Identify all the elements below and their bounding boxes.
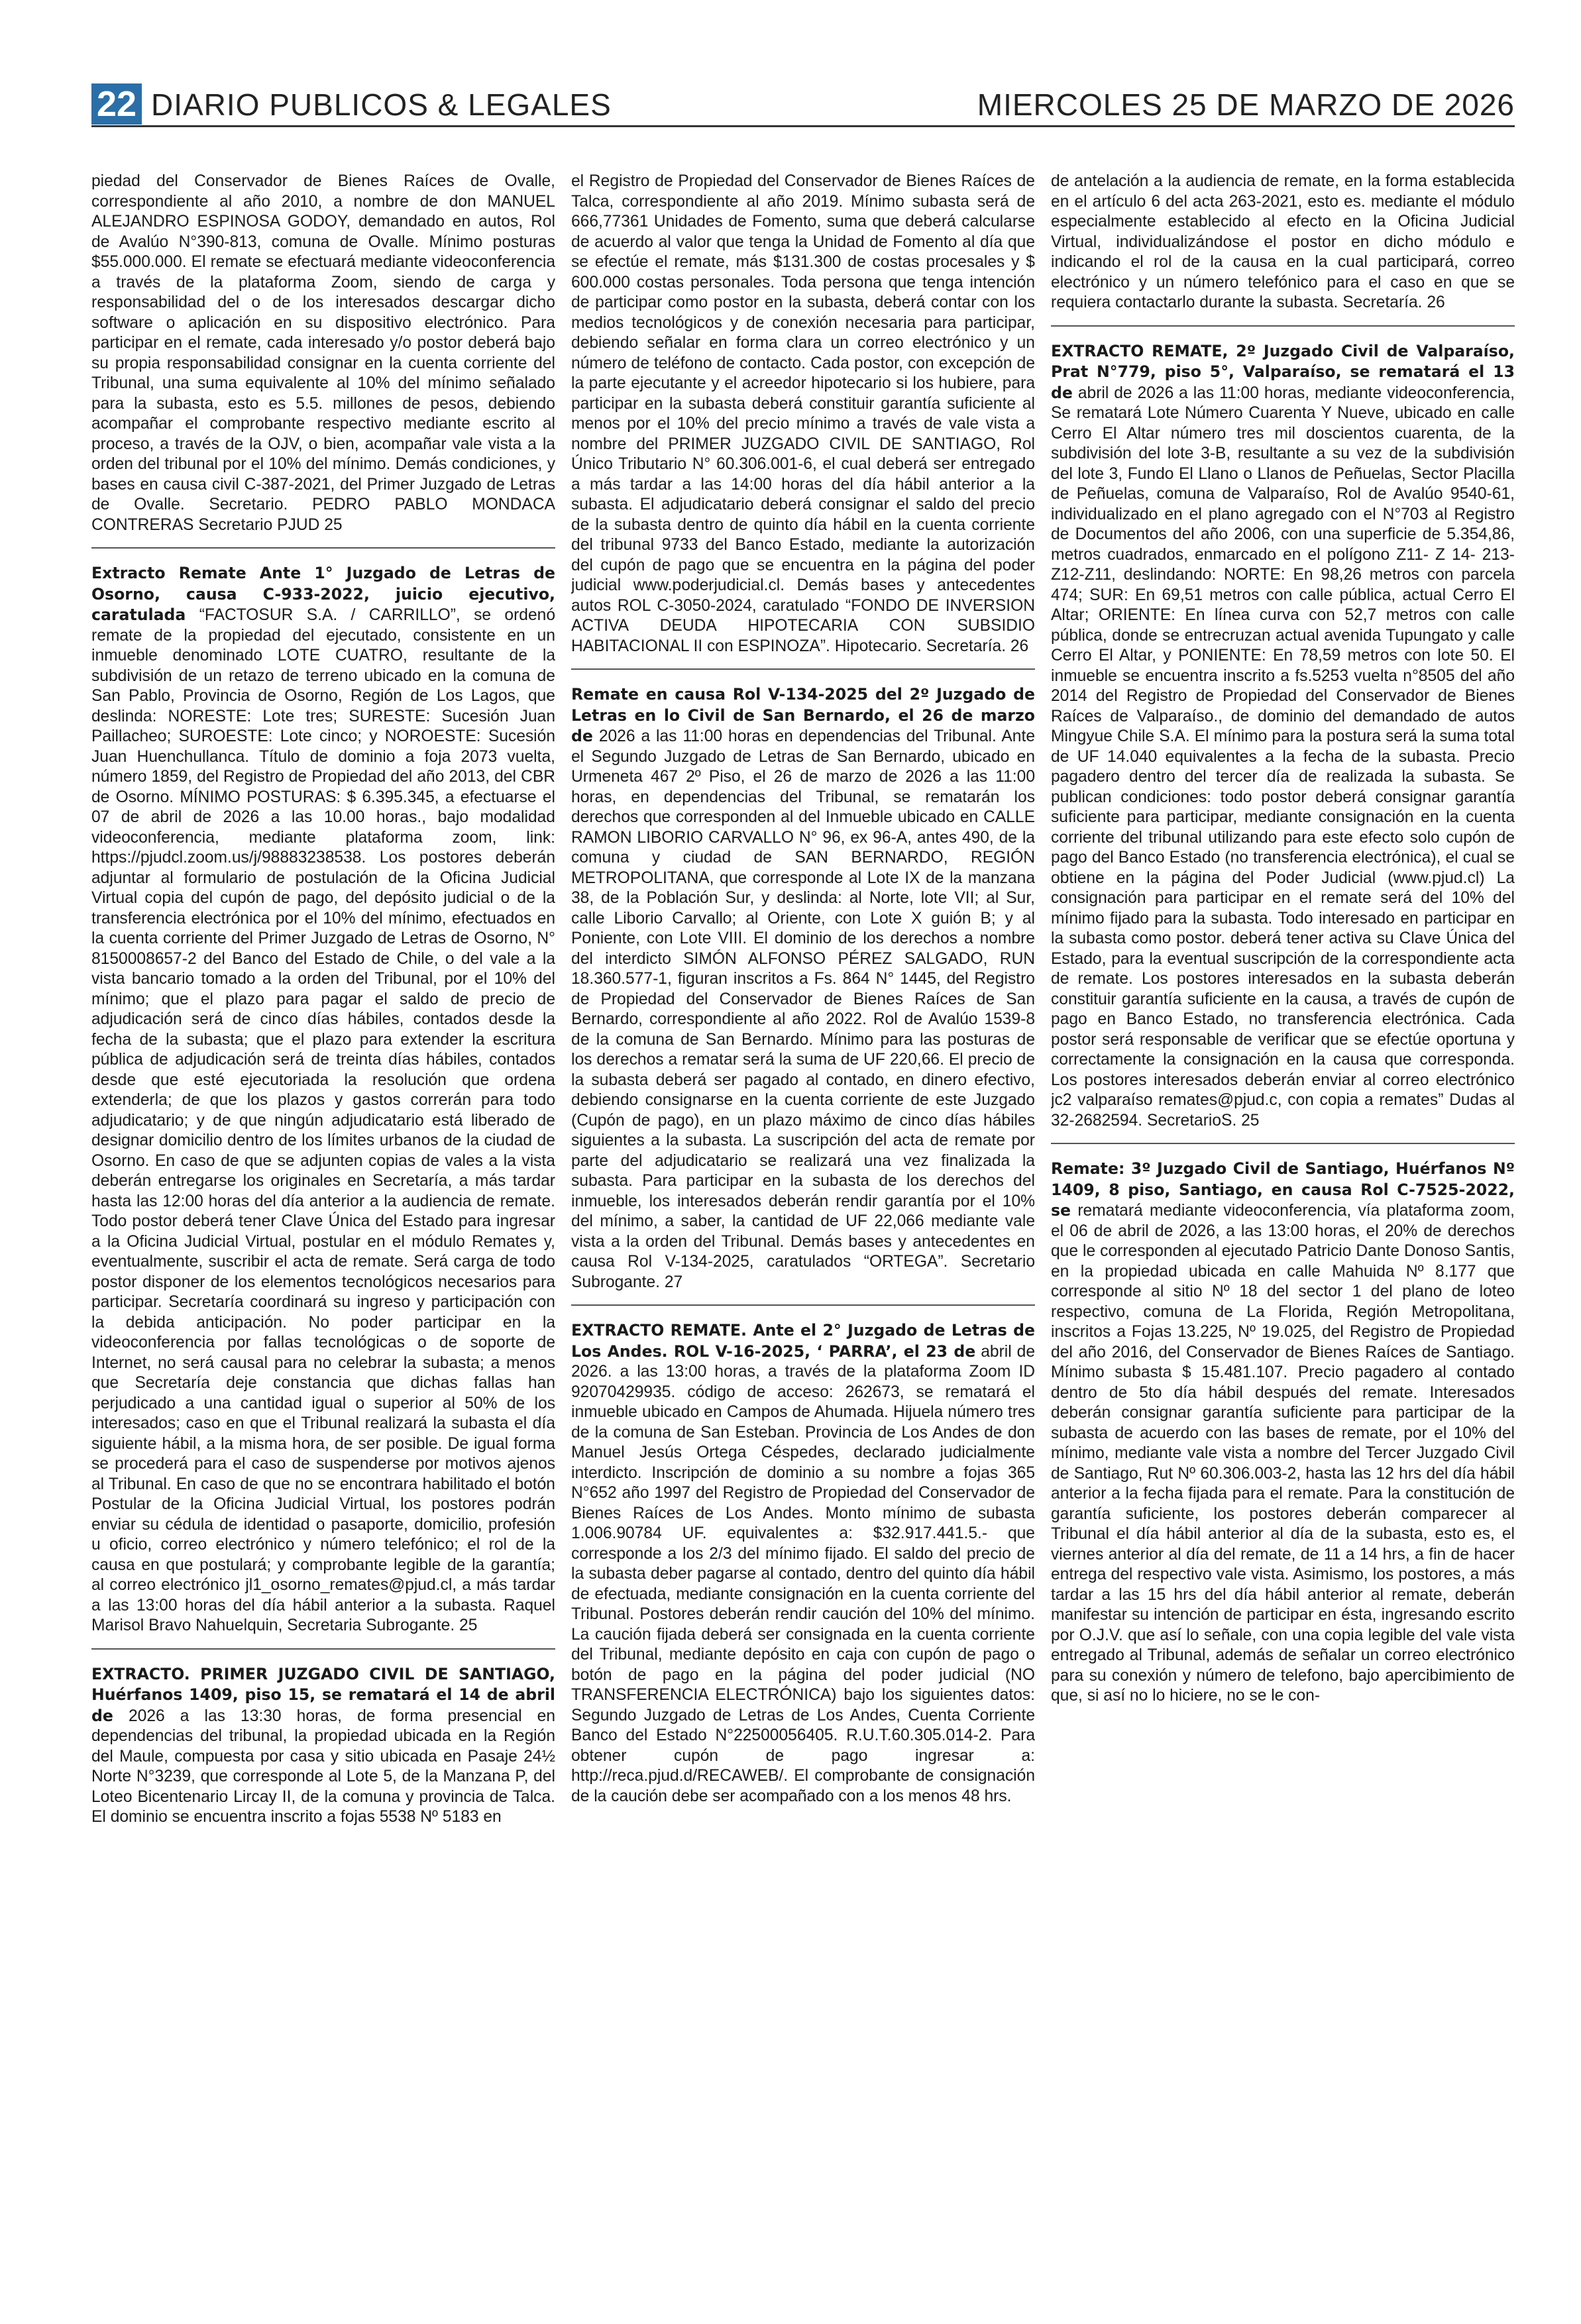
issue-date: MIERCOLES 25 DE MARZO DE 2026 [977, 87, 1515, 122]
legal-notice [1051, 171, 1515, 313]
notice-lead: Remate en causa Rol V-134-2025 del 2º Juzgado de Letras en lo Civil de San Bernardo, el 26 de marzo de [571, 685, 1035, 745]
notice-body: piedad del Conservador de Bienes Raíces de Ovalle, correspondiente al año 2010, a nombre de don MANUEL ALEJANDRO ESPINOSA GODOY, demandado en autos, Rol de Avalúo N°390-813, comuna de Ovalle. Mínimo posturas $55.000.000. El remate se efectuará mediante videoconferencia a través de la plataforma Zoom, siendo de carga y responsabilidad del o de los interesados descargar dicho software o aplicación en su dispositivo electrónico. Para participar en el remate, cada interesado y/o postor deberá bajo su propia responsabilidad consignar en la cuenta corriente del Tribunal, una suma equivalente al 10% del mínimo señalado para la subasta, esto es 5.5. millones de pesos, debiendo acompañar el comprobante respectivo mediante escrito al proceso, a través de la OJV, o bien, acompañar vale vista a la orden del tribunal por el 10% del mínimo. Demás condiciones, y bases en causa civil C-387-2021, del Primer Juzgado de Letras de Ovalle. Secretario. PEDRO PABLO MONDACA CONTRERAS Secretario PJUD 25 [91, 172, 555, 534]
notice-body: el Registro de Propiedad del Conservador de Bienes Raíces de Talca, correspondiente al año 2019. Mínimo subasta será de 666,77361 Unidades de Fomento, suma que deberá calcularse de acuerdo al valor que tenga la Unidad de Fomento al día que se efectúe el remate, más $131.300 de costas procesales y $ 600.000 costas personales. Toda persona que tenga intención de participar como postor en la subasta, deberá contar con los medios tecnológicos y de conexión necesaria para participar, debiendo señalar en forma clara un correo electrónico y un número de teléfono de contacto. Cada postor, con excepción de la parte ejecutante y el acreedor hipotecario si los hubiere, para participar en la subasta deberá constituir garantía suficiente al menos por el 10% del precio mínimo a través de vale vista a nombre del PRIMER JUZGADO CIVIL DE SANTIAGO, Rol Único Tributario N° 60.306.001-6, el cual deberá ser entregado a más tardar a las 14:00 horas del día hábil anterior a la subasta. El adjudicatario deberá consignar el saldo del precio de la subasta dentro de quinto día hábil en la cuenta corriente del tribunal 9733 del Banco Estado, mediante la autorización del cupón de pago que se encuentra en la página del poder judicial www.poderjudicial.cl. Demás bases y antecedentes autos ROL C-3050-2024, caratulado “FONDO DE INVERSION ACTIVA DEUDA HIPOTECARIA CON SUBSIDIO HABITACIONAL II con ESPINOZA”. Hipotecario. Secretaría. 26 [571, 172, 1035, 655]
legal-notice [1051, 1143, 1515, 1707]
header-rule [91, 125, 1515, 127]
page-number: 22 [91, 83, 142, 125]
legal-notice [91, 171, 555, 535]
columns [91, 171, 1515, 2304]
legal-notice [571, 171, 1035, 657]
notice-body: 2026 a las 11:00 horas en dependencias del Tribunal. Ante el Segundo Juzgado de Letras de San Bernardo, ubicado en Urmeneta 467 2º Piso, el 26 de marzo de 2026 a las 11:00 horas, en dependencias del Tribunal, se rematarán los derechos que corresponden al del Inmueble ubicado en CALLE RAMON LIBORIO CARVALLO N° 96, ex 96-A, antes 490, de la comuna y ciudad de SAN BERNARDO, REGIÓN METROPOLITANA, que corresponde al Lote IX de la manzana 38, de la Población Sur, y deslinda: al Norte, lote VII; al Sur, calle Liborio Carvallo; al Oriente, con Lote X guión B; y al Poniente, con Lote VIII. El dominio de los derechos a nombre del interdicto SIMÓN ALFONSO PÉREZ SALGADO, RUN 18.360.577-1, figuran inscritos a Fs. 864 N° 1445, del Registro de Propiedad del Conservador de Bienes Raíces de San Bernardo, correspondiente al año 2022. Rol de Avalúo 1539-8 de la comuna de San Bernardo. Mínimo para las posturas de los derechos a rematar será la suma de UF 220,66. El precio de la subasta deberá ser pagado al contado, en dinero efectivo, debiendo consignarse en la cuenta corriente de este Juzgado (Cupón de pago), en un plazo máximo de cinco días hábiles siguientes a la subasta. La suscripción del acta de remate por parte del adjudicatario se realizará una vez finalizada la subasta. Para participar en la subasta de los derechos del inmueble, los interesados deberán rendir garantía por el 10% del mínimo, a saber, la cantidad de UF 22,066 mediante vale vista a la orden del Tribunal. Demás bases y antecedentes en causa Rol V-134-2025, caratulados “ORTEGA”. Secretario Subrogante. 27 [571, 727, 1035, 1291]
notice-body: rematará mediante videoconferencia, vía plataforma zoom, el 06 de abril de 2026, a las 13:00 horas, el 20% de derechos que le corresponden al ejecutado Patricio Dante Donoso Santis, en la propiedad ubicada en calle Mahuida Nº 8.177 que corresponde al sitio Nº 18 del sector 1 del plano de loteo respectivo, comuna de La Florida, Región Metropolitana, inscritos a Fojas 13.225, Nº 19.025, del Registro de Propiedad del año 2016, del Conservador de Bienes Raíces de Santiago. Mínimo subasta $ 15.481.107. Precio pagadero al contado dentro de 5to día hábil después del remate. Interesados deberán consignar garantía suficiente para participar de la subasta de acuerdo con las bases de remate, por el 10% del mínimo, mediante vale vista a nombre del Tercer Juzgado Civil de Santiago, Rut Nº 60.306.003-2, hasta las 12 hrs del día hábil anterior a la fecha fijada para el remate. Para la constitución de garantía suficiente, los postores deberán comparecer al Tribunal el día hábil anterior al día de la subasta, esto es, el viernes anterior al día del remate, de 11 a 14 hrs, a fin de hacer entrega del respectivo vale vista. Asimismo, los postores, a más tardar a las 15 hrs del día hábil anterior al remate, deberán manifestar su intención de participar en ésta, ingresando escrito por O.J.V. que así lo señale, con una copia legible del vale vista entregado al Tribunal, además de señalar un correo electrónico para su conexión y número de telefono, bajo apercibimiento de que, si así no lo hiciere, no se le con- [1051, 1202, 1515, 1705]
legal-notice [91, 1648, 555, 1828]
column-1 [91, 171, 555, 2304]
legal-notice [91, 547, 555, 1636]
column-2 [571, 171, 1035, 2304]
notice-body: “FACTOSUR S.A. / CARRILLO”, se ordenó remate de la propiedad del ejecutado, consistente en un inmueble denominado LOTE CUATRO, resultante de la subdivisión de un retazo de terreno ubicado en la comuna de San Pablo, Provincia de Osorno, Región de Los Lagos, que deslinda: NORESTE: Lote tres; SURESTE: Sucesión Juan Paillacheo; SUROESTE: Lote cinco; y NOROESTE: Sucesión Juan Huenchullanca. Título de dominio a foja 2073 vuelta, número 1859, del Registro de Propiedad del año 2013, del CBR de Osorno. MÍNIMO POSTURAS: $ 6.395.345, a efectuarse el 07 de abril de 2026 a las 10.00 horas., bajo modalidad videoconferencia, mediante plataforma zoom, link: https://pjudcl.zoom.us/j/98883238538. Los postores deberán adjuntar al formulario de postulación de la Oficina Judicial Virtual copia del cupón de pago, del depósito judicial o de la transferencia electrónica por el 10% del mínimo, efectuados en la cuenta corriente del Primer Juzgado de Letras de Osorno, N° 8150008657-2 del Banco del Estado de Chile, o del vale a la vista bancario tomado a la orden del Tribunal, por el 10% del mínimo; que el plazo para pagar el saldo de precio de adjudicación será de cinco días hábiles, contados desde la fecha de la subasta; que el plazo para extender la escritura pública de adjudicación será de treinta días hábiles, contados desde que esté ejecutoriada la resolución que ordena extenderla; de que los plazos y gastos correrán para todo adjudicatario; y de que ningún adjudicatario está liberado de designar domicilio dentro de los límites urbanos de la ciudad de Osorno. En caso de que se adjunten copias de vales a la vista deberán entregarse los originales en Secretaría, a más tardar hasta las 12:00 horas del día anterior a la audiencia de remate. Todo postor deberá tener Clave Única del Estado para ingresar a la Oficina Judicial Virtual, postular en el módulo Remates y, eventualmente, suscribir el acta de remate. Será carga de todo postor disponer de los elementos tecnológicos necesarios para participar. Secretaría coordinará su ingreso y participación con la debida anticipación. No poder participar en la videoconferencia por fallas tecnológicas o de soporte de Internet, no será causal para no celebrar la subasta; a menos que Secretaría deje constancia que dichas fallas han perjudicado a una cantidad igual o superior al 50% de los interesados; caso en que el Tribunal realizará la subasta el día siguiente hábil, a la misma hora, de ser posible. De igual forma se procederá para el caso de suspenderse por motivos ajenos al Tribunal. En caso de que no se encontrara habilitado el botón Postular de la Oficina Judicial Virtual, los postores podrán enviar su cédula de identidad o pasaporte, domicilio, profesión u oficio, correo electrónico y número telefónico; el rol de la causa en que postulará; y comprobante legible de la garantía; al correo electrónico jl1_osorno_remates@pjud.cl, a más tardar a las 13:00 horas del día hábil anterior a la subasta. Raquel Marisol Bravo Nahuelquin, Secretaria Subrogante. 25 [91, 606, 555, 1634]
notice-lead: Extracto Remate Ante 1° Juzgado de Letras de Osorno, causa C-933-2022, juicio ejecutivo, caratulada [91, 564, 555, 624]
notice-body: 2026 a las 13:30 horas, de forma presencial en dependencias del tribunal, la propiedad ubicada en la Región del Maule, compuesta por casa y sitio ubicada en Pasaje 24½ Norte N°3239, que corresponde al Lote 5, de la Manzana P, del Loteo Bicentenario Lircay II, de la comuna y provincia de Talca. El dominio se encuentra inscrito a fojas 5538 Nº 5183 en [91, 1707, 555, 1826]
notice-body: abril de 2026 a las 11:00 horas, mediante videoconferencia, Se rematará Lote Número Cuarenta Y Nueve, ubicado en calle Cerro El Altar número tres mil doscientos cuarenta, de la subdivisión del lote 3-B, resultante a su vez de la subdivisión del lote 3, Fundo El Llano o Llanos de Peñuelas, Sector Placilla de Peñuelas, comuna de Valparaíso, Rol de Avalúo 9540-61, individualizado en el plano agregado con el N°703 al Registro de Documentos del año 2006, con una superficie de 5.354,86, metros cuadrados, enmarcado en el polígono Z11- Z 14- 213- Z12-Z11, deslindando: NORTE: En 98,26 metros con parcela 474; SUR: En 69,51 metros con calle pública, actual Cerro El Altar; ORIENTE: En línea curva con 52,7 metros con calle pública, donde se entrecruzan actual avenida Tupungato y calle Cerro El Altar, y PONIENTE: En 78,59 metros con lote 50. El inmueble se encuentra inscrito a fs.5253 vuelta n°8505 del año 2014 del Registro de Propiedad del Conservador de Bienes Raíces de Valparaíso., de dominio del demandado de autos Mingyue Chile S.A. El mínimo para la postura será la suma total de UF 14.040 equivalentes a la fecha de la subasta. Precio pagadero dentro del tercer día de realizada la subasta. Se publican condiciones: todo postor deberá consignar garantía suficiente para participar, mediante consignación en la cuenta corriente del tribunal utilizando para este efecto solo cupón de pago del Banco Estado (no transferencia electrónica), el cual se obtiene en la página del Poder Judicial (www.pjud.cl) La consignación para participar en el remate será del 10% del mínimo fijado para la subasta. Todo interesado en participar en la subasta como postor. deberá tener activa su Clave Única del Estado, para la eventual suscripción de la correspondiente acta de remate. Los postores interesados en la subasta deberán constituir garantía suficiente en la causa, a través de cupón de pago en Banco Estado, no transferencia electrónica. Cada postor será responsable de verificar que se efectúe oportuna y correctamente la consignación en la causa que corresponda. Los postores interesados deberán enviar al correo electrónico jc2 valparaíso remates@pjud.c, con copia a remates” Dudas al 32-2682594. SecretarioS. 25 [1051, 384, 1515, 1130]
section-title: DIARIO PUBLICOS & LEGALES [151, 87, 612, 122]
notice-body: de antelación a la audiencia de remate, en la forma establecida en el artículo 6 del acta 263-2021, esto es. mediante el módulo especialmente establecido al efecto en la Oficina Judicial Virtual, individualizándose el postor en dicho módulo e indicando el rol de la causa en la cual participará, correo electrónico y un número telefónico para el caso en que se requiera contactarlo durante la subasta. Secretaría. 26 [1051, 172, 1515, 311]
notice-lead: EXTRACTO REMATE, 2º Juzgado Civil de Valparaíso, Prat N°779, piso 5°, Valparaíso, se rematará el 13 de [1051, 341, 1515, 402]
notice-lead: EXTRACTO REMATE. Ante el 2° Juzgado de Letras de Los Andes. ROL V-16-2025, ‘ PARRA’, el 23 de [571, 1321, 1035, 1361]
page-header [91, 82, 1515, 127]
notice-lead: EXTRACTO. PRIMER JUZGADO CIVIL DE SANTIAGO, Huérfanos 1409, piso 15, se rematará el 14 de abril de [91, 1664, 555, 1725]
legal-notice [1051, 325, 1515, 1132]
notice-body: abril de 2026. a las 13:00 horas, a través de la plataforma Zoom ID 92070429935. código de acceso: 262673, se rematará el inmueble ubicado en Campos de Ahumada. Hijuela número tres de la comuna de San Esteban. Provincia de Los Andes de don Manuel Jesús Ortega Céspedes, declarado judicialmente interdicto. Inscripción de dominio a su nombre a fojas 365 N°652 año 1997 del Registro de Propiedad del Conservador de Bienes Raíces de Los Andes. Monto mínimo de subasta 1.006.90784 UF. equivalentes a: $32.917.441.5.- que corresponde a los 2/3 del mínimo fijado. El saldo del precio de la subasta deber pagarse al contado, dentro del quinto día hábil de efectuada, mediante consignación en la cuenta corriente del Tribunal. Postores deberán rendir caución del 10% del mínimo. La caución fijada deberá ser consignada en la cuenta corriente del Tribunal, mediante depósito en caja con cupón de pago o botón de pago en la página del poder judicial (NO TRANSFERENCIA ELECTRÓNICA) bajo los siguientes datos: Segundo Juzgado de Letras de Los Andes, Cuenta Corriente Banco del Estado N°22500056405. R.U.T.60.305.014-2. Para obtener cupón de pago ingresar a: http://reca.pjud.d/RECAWEB/. El comprobante de consignación de la caución debe ser acompañado con a los menos 48 hrs. [571, 1342, 1035, 1805]
legal-notice [571, 1304, 1035, 1807]
legal-notice [571, 668, 1035, 1293]
notice-lead: Remate: 3º Juzgado Civil de Santiago, Huérfanos Nº 1409, 8 piso, Santiago, en causa Rol C-7525-2022, se [1051, 1159, 1515, 1220]
column-3 [1051, 171, 1515, 2304]
